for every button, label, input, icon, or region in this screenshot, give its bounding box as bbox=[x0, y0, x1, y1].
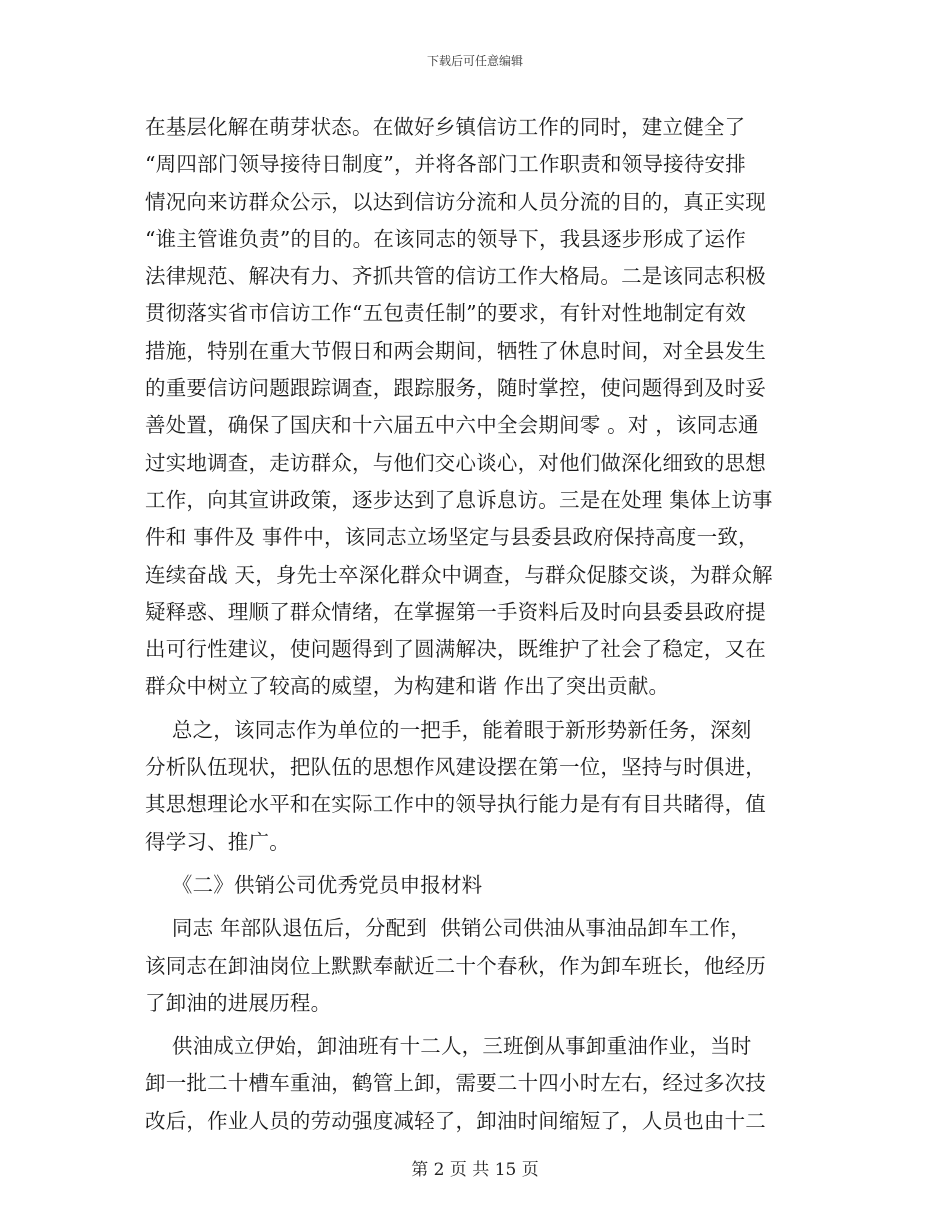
text-line: 群众中树立了较高的威望，为构建和谐 作出了突出贡献。 bbox=[145, 674, 670, 699]
text-line: 在基层化解在萌芽状态。在做好乡镇信访工作的同时，建立健全了 bbox=[145, 115, 746, 139]
text-line: 卸一批二十槽车重油，鹤管上卸，需要二十四小时左右，经过多次技 bbox=[145, 1071, 766, 1096]
text-line: 其思想理论水平和在实际工作中的领导执行能力是有有目共睹得，值 bbox=[145, 792, 766, 817]
paragraph bbox=[145, 712, 805, 861]
text-line: “谁主管谁负责”的目的。在该同志的领导下，我县逐步形成了运作 bbox=[145, 226, 746, 251]
page-footer: 第 2 页 共 15 页 bbox=[411, 1160, 539, 1180]
text-line: “周四部门领导接待日制度”，并将各部门工作职责和领导接待安排 bbox=[145, 152, 746, 177]
text-line: 出可行性建议，使问题得到了圆满解决，既维护了社会了稳定，又在 bbox=[145, 637, 766, 662]
document-body bbox=[145, 109, 805, 1140]
text-line: 改后，作业人员的劳动强度减轻了，卸油时间缩短了，人员也由十二 bbox=[145, 1108, 766, 1133]
section-heading bbox=[145, 867, 805, 904]
text-line: 同志 年部队退伍后，分配到 供销公司供油从事油品卸车工作， bbox=[145, 916, 751, 941]
text-line: 情况向来访群众公示，以达到信访分流和人员分流的目的，真正实现 bbox=[145, 189, 766, 214]
text-line: 《二》供销公司优秀党员申报材料 bbox=[145, 872, 483, 897]
text-line: 得学习、推广。 bbox=[145, 829, 290, 854]
text-line: 分析队伍现状，把队伍的思想作风建设摆在第一位，坚持与时俱进， bbox=[145, 755, 766, 780]
text-line: 该同志在卸油岗位上默默奉献近二十个春秋，作为卸车班长，他经历 bbox=[145, 953, 766, 978]
text-line: 疑释惑、理顺了群众情绪，在掌握第一手资料后及时向县委县政府提 bbox=[145, 599, 766, 624]
text-line: 供油成立伊始，卸油班有十二人，三班倒从事卸重油作业，当时 bbox=[145, 1034, 752, 1059]
text-line: 措施，特别在重大节假日和两会期间，牺牲了休息时间，对全县发生 bbox=[145, 338, 766, 363]
text-line: 工作，向其宣讲政策，逐步达到了息诉息访。三是在处理 集体上访事 bbox=[145, 487, 773, 512]
text-line: 法律规范、解决有力、齐抓共管的信访工作大格局。二是该同志积极 bbox=[145, 264, 766, 289]
text-line: 了卸油的进展历程。 bbox=[145, 990, 332, 1015]
paragraph bbox=[145, 910, 805, 1022]
text-line: 件和 事件及 事件中，该同志立场坚定与县委县政府保持高度一致， bbox=[145, 525, 759, 550]
paragraph bbox=[145, 1028, 805, 1140]
text-line: 的重要信访问题跟踪调查，跟踪服务，随时掌控，使问题得到及时妥 bbox=[145, 376, 766, 401]
text-line: 贯彻落实省市信访工作“五包责任制”的要求，有针对性地制定有效 bbox=[145, 301, 746, 326]
page-header: 下载后可任意编辑 bbox=[426, 54, 523, 68]
text-line: 善处置，确保了国庆和十六届五中六中全会期间零 。对 ，该同志通 bbox=[145, 413, 759, 438]
text-line: 总之，该同志作为单位的一把手，能着眼于新形势新任务，深刻 bbox=[145, 717, 752, 742]
text-line: 过实地调查，走访群众，与他们交心谈心，对他们做深化细致的思想 bbox=[145, 450, 766, 475]
text-line: 连续奋战 天，身先士卒深化群众中调查，与群众促膝交谈，为群众解 bbox=[145, 562, 773, 587]
paragraph bbox=[145, 109, 805, 706]
